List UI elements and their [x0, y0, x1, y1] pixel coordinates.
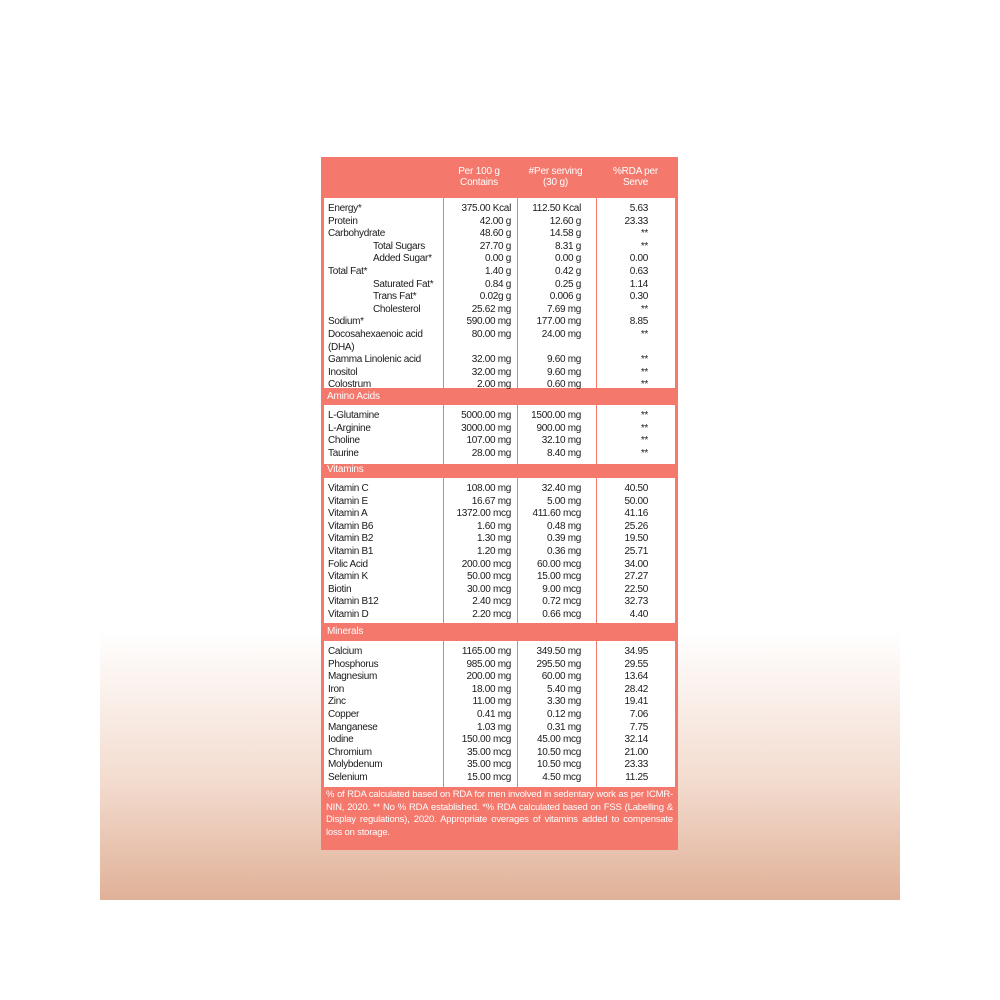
nutrient-row: [324, 228, 675, 241]
value-per-serving: 0.72 mcg: [542, 596, 581, 608]
value-rda: **: [640, 240, 648, 252]
value-per-serving: 10.50 mcg: [537, 746, 581, 758]
nutrient-row: [324, 709, 675, 722]
value-per-serving: 0.66 mcg: [542, 609, 581, 620]
nutrient-row: [324, 521, 675, 534]
value-per-100g: 42.00 g: [479, 215, 511, 227]
value-per-100g: 0.41 mg: [476, 709, 511, 720]
value-per-100g: 30.00 mcg: [467, 583, 511, 595]
nutrient-row: [324, 241, 675, 254]
nutrient-name: Phosphorus: [328, 658, 379, 670]
nutrient-name: Saturated Fat*: [373, 278, 434, 290]
nutrient-row: [324, 279, 675, 292]
value-rda: **: [640, 228, 648, 240]
nutrient-name: (DHA): [328, 341, 355, 353]
nutrient-row: [324, 203, 675, 216]
nutrient-name: Molybdenum: [328, 759, 383, 771]
nutrient-name: Total Fat*: [328, 266, 368, 277]
section-general: [324, 198, 675, 391]
nutrient-name: Biotin: [328, 583, 352, 595]
value-per-serving: 3.30 mg: [546, 696, 581, 708]
value-per-serving: 0.39 mg: [546, 533, 581, 545]
nutrient-row: [324, 571, 675, 584]
value-rda: 34.95: [624, 646, 648, 657]
value-per-serving: 15.00 mcg: [537, 571, 581, 583]
nutrient-name: Energy*: [328, 203, 362, 214]
value-per-100g: 2.40 mcg: [472, 596, 511, 608]
value-per-100g: 1.03 mg: [476, 721, 511, 733]
value-rda: 1.14: [629, 278, 648, 290]
value-per-serving: 12.60 g: [549, 215, 581, 227]
value-per-100g: 80.00 mg: [471, 329, 511, 340]
value-per-serving: 9.60 mg: [546, 366, 581, 378]
value-rda: 40.50: [624, 483, 648, 494]
nutrient-row: [324, 559, 675, 572]
value-rda: 7.06: [629, 709, 648, 720]
nutrient-row: [324, 329, 675, 342]
value-rda: 0.63: [629, 266, 648, 277]
nutrient-name: Vitamin B6: [328, 520, 374, 532]
value-rda: 7.75: [629, 721, 648, 733]
header-per-100g: Per 100 g Contains: [458, 166, 500, 188]
value-rda: 8.85: [629, 316, 648, 328]
value-per-100g: 35.00 mcg: [467, 746, 511, 758]
value-per-serving: 45.00 mcg: [537, 734, 581, 746]
nutrient-row: [324, 253, 675, 266]
nutrient-row: [324, 448, 675, 461]
value-per-serving: 5.00 mg: [546, 495, 581, 507]
value-rda: 32.73: [624, 596, 648, 608]
nutrient-row: [324, 342, 675, 355]
value-rda: **: [640, 379, 648, 391]
value-per-serving: 7.69 mg: [546, 303, 581, 315]
value-rda: 19.50: [624, 533, 648, 545]
nutrient-name: Selenium: [328, 772, 368, 783]
value-per-100g: 15.00 mcg: [467, 772, 511, 783]
value-rda: **: [640, 329, 648, 340]
value-rda: 22.50: [624, 583, 648, 595]
value-per-100g: 1165.00 mg: [461, 646, 511, 657]
value-per-100g: 200.00 mg: [466, 671, 511, 683]
value-per-serving: 0.42 g: [554, 266, 581, 277]
nutrient-name: Calcium: [328, 646, 363, 657]
value-rda: 5.63: [629, 203, 648, 214]
nutrient-row: [324, 266, 675, 279]
nutrient-name: Docosahexaenoic acid: [328, 329, 423, 340]
nutrient-row: [324, 354, 675, 367]
nutrient-row: [324, 291, 675, 304]
nutrient-name: Carbohydrate: [328, 228, 385, 240]
value-per-100g: 27.70 g: [479, 240, 511, 252]
value-rda: 13.64: [624, 671, 648, 683]
value-rda: 32.14: [624, 734, 648, 746]
value-rda: **: [640, 354, 648, 366]
section-minerals: [324, 641, 675, 787]
value-per-serving: 0.006 g: [549, 291, 581, 303]
value-rda: 25.26: [624, 520, 648, 532]
value-per-serving: 900.00 mg: [536, 422, 581, 434]
value-rda: 4.40: [629, 609, 648, 620]
nutrient-row: [324, 772, 675, 785]
value-per-100g: 5000.00 mg: [461, 410, 511, 421]
value-per-100g: 1.40 g: [484, 266, 511, 277]
value-per-serving: 14.58 g: [549, 228, 581, 240]
value-per-100g: 2.00 mg: [476, 379, 511, 391]
nutrient-row: [324, 483, 675, 496]
nutrient-row: [324, 734, 675, 747]
nutrient-name: Chromium: [328, 746, 372, 758]
value-per-serving: 9.00 mcg: [542, 583, 581, 595]
value-rda: 0.00: [629, 253, 648, 265]
section-title-minerals: Minerals: [327, 626, 364, 637]
value-per-serving: 0.60 mg: [546, 379, 581, 391]
value-rda: 28.42: [624, 683, 648, 695]
value-rda: 19.41: [624, 696, 648, 708]
value-rda: **: [640, 303, 648, 315]
value-per-100g: 985.00 mg: [466, 658, 511, 670]
value-rda: **: [640, 410, 648, 421]
section-title-vitamins: Vitamins: [327, 464, 364, 475]
value-rda: **: [640, 422, 648, 434]
value-per-serving: 32.40 mg: [541, 483, 581, 494]
nutrient-row: [324, 609, 675, 622]
nutrient-name: Total Sugars: [373, 240, 425, 252]
value-per-serving: 8.31 g: [554, 240, 581, 252]
nutrient-name: Trans Fat*: [373, 291, 417, 303]
value-per-100g: 1.20 mg: [476, 546, 511, 557]
value-per-serving: 9.60 mg: [546, 354, 581, 366]
nutrient-row: [324, 671, 675, 684]
nutrient-row: [324, 533, 675, 546]
value-per-100g: 108.00 mg: [466, 483, 511, 494]
nutrient-name: Iron: [328, 683, 345, 695]
value-per-serving: 0.12 mg: [546, 709, 581, 720]
nutrient-row: [324, 496, 675, 509]
value-per-100g: 2.20 mcg: [472, 609, 511, 620]
nutrient-name: L-Glutamine: [328, 410, 380, 421]
nutrient-row: [324, 546, 675, 559]
value-rda: 21.00: [624, 746, 648, 758]
value-per-100g: 35.00 mcg: [467, 759, 511, 771]
value-rda: 29.55: [624, 658, 648, 670]
value-per-100g: 28.00 mg: [471, 447, 511, 459]
nutrient-name: Manganese: [328, 721, 378, 733]
section-title-amino-acids: Amino Acids: [327, 391, 380, 402]
value-per-serving: 8.40 mg: [546, 447, 581, 459]
nutrient-row: [324, 596, 675, 609]
value-rda: **: [640, 447, 648, 459]
value-rda: 23.33: [624, 215, 648, 227]
nutrient-name: Vitamin C: [328, 483, 369, 494]
nutrient-name: Zinc: [328, 696, 346, 708]
value-rda: 0.30: [629, 291, 648, 303]
nutrient-name: Vitamin E: [328, 495, 368, 507]
nutrient-row: [324, 410, 675, 423]
nutrient-row: [324, 508, 675, 521]
value-per-serving: 349.50 mg: [536, 646, 581, 657]
value-per-100g: 32.00 mg: [471, 366, 511, 378]
nutrient-name: L-Arginine: [328, 422, 371, 434]
value-per-100g: 3000.00 mg: [461, 422, 511, 434]
value-rda: 27.27: [624, 571, 648, 583]
nutrient-row: [324, 367, 675, 380]
nutrient-row: [324, 646, 675, 659]
value-per-100g: 48.60 g: [479, 228, 511, 240]
value-per-serving: 1500.00 mg: [531, 410, 581, 421]
value-per-100g: 1.60 mg: [476, 520, 511, 532]
value-per-serving: 10.50 mcg: [537, 759, 581, 771]
value-per-100g: 0.02g g: [479, 291, 511, 303]
value-rda: 25.71: [624, 546, 648, 557]
nutrient-row: [324, 747, 675, 760]
nutrient-row: [324, 722, 675, 735]
value-per-100g: 32.00 mg: [471, 354, 511, 366]
value-rda: **: [640, 366, 648, 378]
nutrient-row: [324, 759, 675, 772]
nutrient-name: Added Sugar*: [373, 253, 432, 265]
value-per-serving: 0.00 g: [554, 253, 581, 265]
nutrient-row: [324, 423, 675, 436]
nutrient-name: Vitamin B2: [328, 533, 374, 545]
nutrient-name: Vitamin B1: [328, 546, 374, 557]
value-per-serving: 32.10 mg: [541, 435, 581, 447]
value-per-100g: 200.00 mcg: [461, 558, 511, 570]
nutrient-name: Vitamin D: [328, 609, 369, 620]
value-per-100g: 1372.00 mcg: [456, 508, 511, 520]
value-per-100g: 1.30 mg: [476, 533, 511, 545]
section-amino-acids: [324, 405, 675, 464]
value-rda: 23.33: [624, 759, 648, 771]
nutrient-row: [324, 584, 675, 597]
value-per-100g: 25.62 mg: [471, 303, 511, 315]
value-per-serving: 24.00 mg: [541, 329, 581, 340]
nutrient-name: Copper: [328, 709, 359, 720]
value-per-100g: 590.00 mg: [466, 316, 511, 328]
nutrient-name: Choline: [328, 435, 360, 447]
header-per-serving: #Per serving (30 g): [528, 166, 583, 188]
nutrient-name: Colostrum: [328, 379, 371, 391]
nutrient-name: Gamma Linolenic acid: [328, 354, 421, 366]
nutrient-name: Folic Acid: [328, 558, 368, 570]
nutrient-row: [324, 316, 675, 329]
value-per-100g: 18.00 mg: [471, 683, 511, 695]
value-per-serving: 0.25 g: [554, 278, 581, 290]
value-per-serving: 5.40 mg: [546, 683, 581, 695]
value-per-serving: 112.50 Kcal: [532, 203, 581, 214]
value-per-100g: 107.00 mg: [466, 435, 511, 447]
nutrient-name: Vitamin A: [328, 508, 368, 520]
value-per-100g: 11.00 mg: [472, 696, 511, 708]
nutrient-row: [324, 659, 675, 672]
value-per-100g: 0.84 g: [484, 278, 511, 290]
value-per-serving: 295.50 mg: [536, 658, 581, 670]
value-per-100g: 0.00 g: [484, 253, 511, 265]
value-per-serving: 411.60 mcg: [532, 508, 581, 520]
nutrient-name: Sodium*: [328, 316, 364, 328]
nutrient-name: Protein: [328, 215, 358, 227]
value-per-serving: 0.36 mg: [546, 546, 581, 557]
value-rda: 41.16: [624, 508, 648, 520]
nutrient-row: [324, 435, 675, 448]
nutrient-row: [324, 696, 675, 709]
value-per-100g: 50.00 mcg: [467, 571, 511, 583]
value-per-serving: 177.00 mg: [536, 316, 581, 328]
header-rda: %RDA per Serve: [612, 166, 659, 188]
nutrient-name: Cholesterol: [373, 303, 421, 315]
value-per-100g: 375.00 Kcal: [461, 203, 511, 214]
nutrition-facts-panel: [321, 157, 678, 850]
nutrient-name: Magnesium: [328, 671, 377, 683]
nutrient-row: [324, 684, 675, 697]
value-rda: **: [640, 435, 648, 447]
value-per-serving: 60.00 mcg: [537, 558, 581, 570]
value-per-serving: 0.48 mg: [546, 520, 581, 532]
nutrient-row: [324, 216, 675, 229]
value-rda: 34.00: [624, 558, 648, 570]
nutrient-name: Inositol: [328, 366, 358, 378]
value-per-serving: 60.00 mg: [541, 671, 581, 683]
value-per-100g: 150.00 mcg: [461, 734, 511, 746]
value-rda: 11.25: [625, 772, 648, 783]
value-per-100g: 16.67 mg: [471, 495, 511, 507]
value-rda: 50.00: [624, 495, 648, 507]
value-per-serving: 0.31 mg: [546, 721, 581, 733]
nutrient-name: Taurine: [328, 447, 359, 459]
value-per-serving: 4.50 mcg: [542, 772, 581, 783]
section-vitamins: [324, 478, 675, 623]
nutrient-name: Vitamin B12: [328, 596, 379, 608]
nutrient-name: Iodine: [328, 734, 354, 746]
nutrient-name: Vitamin K: [328, 571, 368, 583]
nutrient-row: [324, 304, 675, 317]
footnote: % of RDA calculated based on RDA for men involved in sedentary work as per ICMR-NIN, 2020. ** No % RDA established. *% RDA calculated based on FSS (Labelling & Display regulations), 2020. Appropriate overages of vitamins added to compensate loss on storage.: [326, 789, 673, 838]
